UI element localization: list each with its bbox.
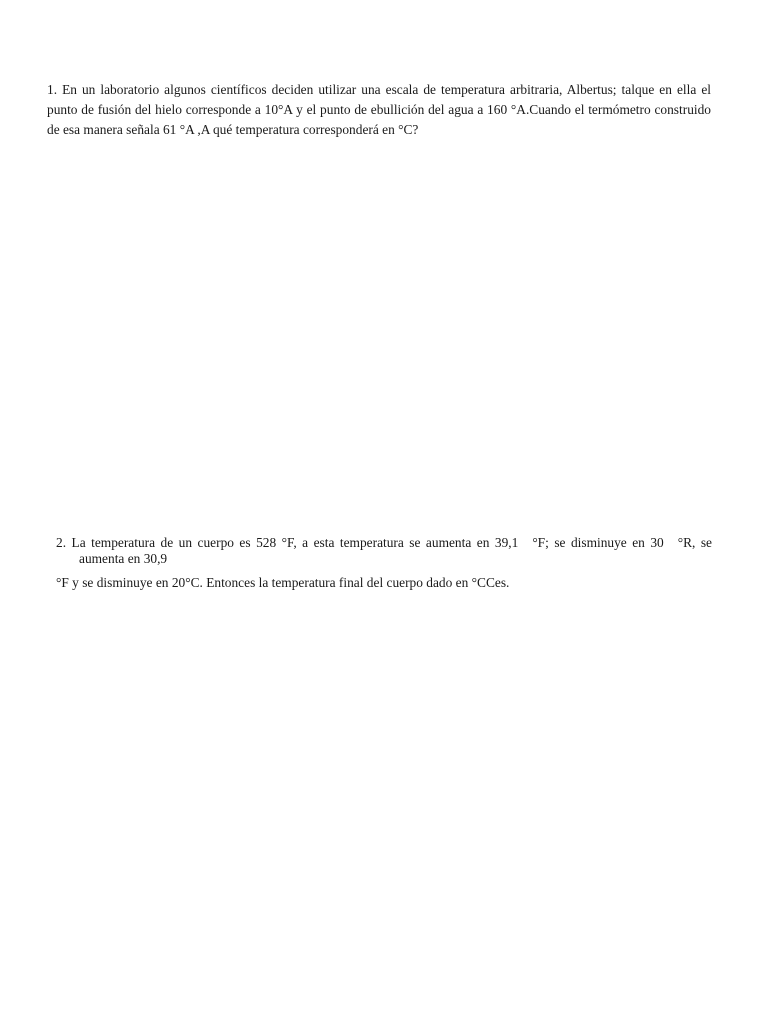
question-1-text: 1. En un laboratorio algunos científicos deciden utilizar una escala de temperatura arbitraria, Albertus; talque en ella el punto de fusión del hielo corresponde a 10°A y el punto de ebullición del agua a 160 °A.Cuando el termómetro construido de esa manera señala 61 °A ,A qué temperatura corresponderá en °C? [47,82,711,137]
question-2-line-1 [56,535,712,567]
question-2-number: 2. [56,535,67,550]
question-2-part-c: °R, se aumenta en 30,9 [79,535,712,566]
question-1 [47,80,711,140]
question-2-part-b: °F; se disminuye en 30 [532,535,664,550]
question-2-line-2: °F y se disminuye en 20°C. Entonces la temperatura final del cuerpo dado en °CCes. [56,575,510,590]
question-2 [56,535,712,591]
question-2-part-a: La temperatura de un cuerpo es 528 °F, a esta temperatura se aumenta en 39,1 [71,535,519,550]
